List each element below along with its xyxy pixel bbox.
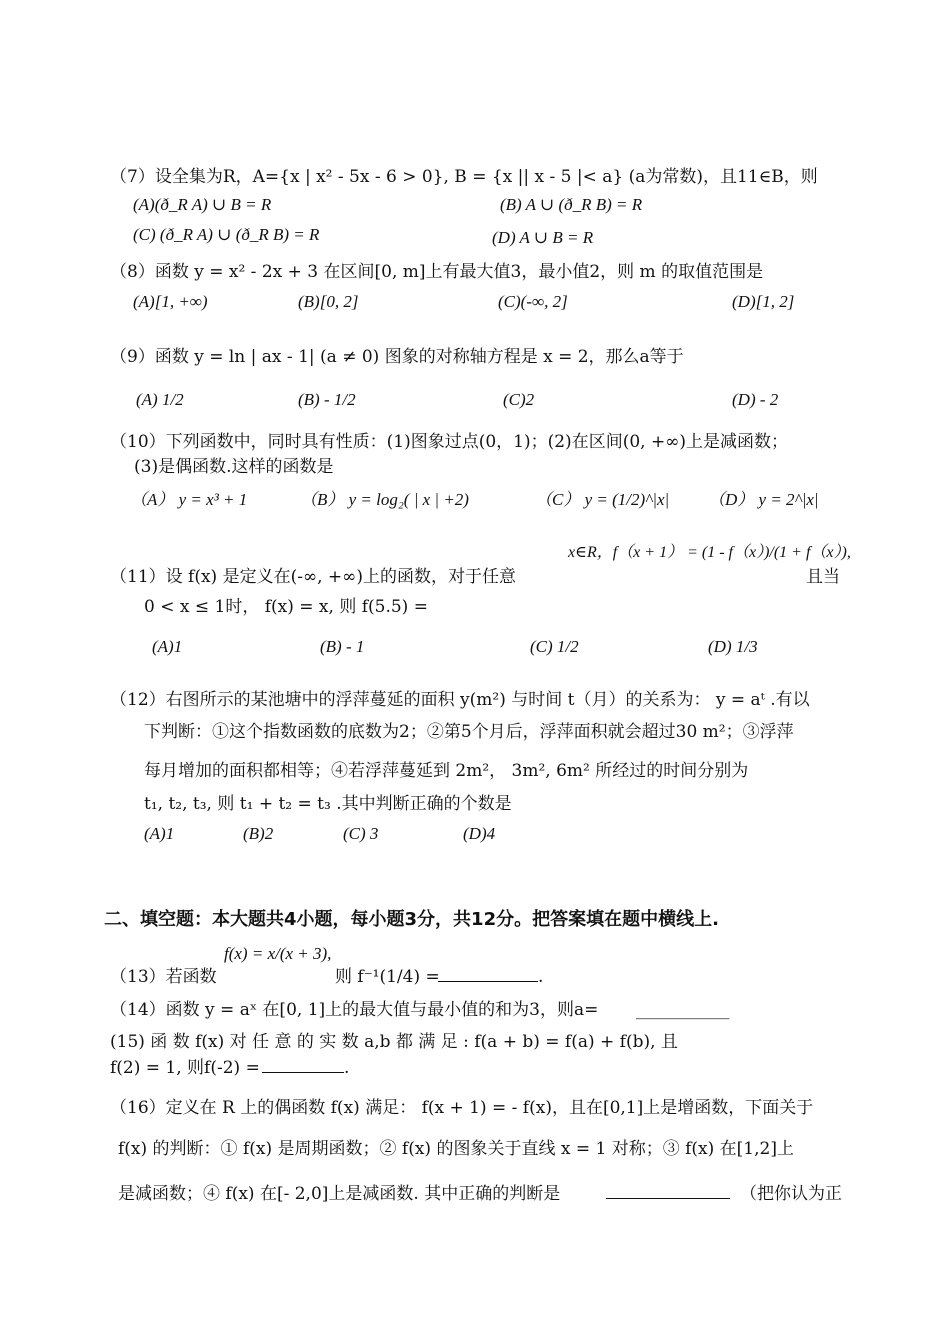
q14-answer-blank: ___________ [636,1000,730,1020]
q13-stem: （13）若函数 [110,967,217,987]
q15-line1: (15) 函 数 f(x) 对 任 意 的 实 数 a,b 都 满 足 : f(a + b) = f(a) + f(b), 且 [110,1032,678,1052]
q8-option-d: (D)[1, 2] [732,292,795,311]
section-2-heading: 二、填空题：本大题共4小题，每小题3分，共12分。把答案填在题中横线上. [104,909,719,930]
q12-line2: 下判断：①这个指数函数的底数为2；②第5个月后，浮萍面积就会超过30 m²；③浮萍 [144,722,794,742]
q12-option-b: (B)2 [243,824,274,843]
q7-option-c: (C) (ð_R A) ∪ (ð_R B) = R [133,225,320,244]
q14-stem: （14）函数 y = aˣ 在[0, 1]上的最大值与最小值的和为3，则a= [110,1000,599,1020]
q12-line3: 每月增加的面积都相等；④若浮萍蔓延到 2m²， 3m², 6m² 所经过的时间分别为 [144,761,749,781]
q9-option-b: (B) - 1/2 [298,390,356,409]
q16-answer-blank [606,1182,730,1206]
q16-line1: （16）定义在 R 上的偶函数 f(x) 满足： f(x + 1) = - f(x)，且在[0,1]上是增函数，下面关于 [110,1098,814,1118]
q16-line3-end: （把你认为正 [740,1184,842,1204]
q12-option-a: (A)1 [144,824,175,843]
q12-line1: （12）右图所示的某池塘中的浮萍蔓延的面积 y(m²) 与时间 t（月）的关系为： y = aᵗ .有以 [110,690,810,710]
q16-line3: 是减函数；④ f(x) 在[- 2,0]上是减函数. 其中正确的判断是 [118,1184,561,1204]
q11-option-d: (D) 1/3 [708,637,758,656]
q16-line2: f(x) 的判断：① f(x) 是周期函数；② f(x) 的图象关于直线 x = 1 对称；③ f(x) 在[1,2]上 [118,1139,794,1159]
q7-option-b: (B) A ∪ (ð_R B) = R [500,195,643,214]
q7-stem: （7）设全集为R，A={x | x² - 5x - 6 > 0}, B = {x || x - 5 |< a} (a为常数)，且11∈B，则 [110,167,818,187]
q8-option-a: (A)[1, +∞) [133,292,208,311]
q13-end-period: . [538,967,544,987]
q15-answer-blank [262,1056,349,1080]
q10-option-d: （D） y = 2^|x| [708,490,819,509]
q9-option-a: (A) 1/2 [136,390,184,409]
q13-answer-blank [438,965,543,989]
q9-stem: （9）函数 y = ln | ax - 1| (a ≠ 0) 图象的对称轴方程是 x = 2，那么a等于 [110,347,684,367]
q15-end-period: . [344,1058,350,1078]
q12-option-c: (C) 3 [343,824,379,843]
q11-option-b: (B) - 1 [320,637,365,656]
q15-line2: f(2) = 1, 则f(-2) = [110,1058,260,1078]
q10-option-b: （B） y = log₂( | x | +2) [300,490,469,509]
q10-option-a: （A） y = x³ + 1 [130,490,248,509]
q11-option-a: (A)1 [152,637,183,656]
q10-stem-line1: （10）下列函数中，同时具有性质：(1)图象过点(0，1)；(2)在区间(0, +∞)上是减函数； [110,432,788,452]
q8-stem: （8）函数 y = x² - 2x + 3 在区间[0, m]上有最大值3，最小值2，则 m 的取值范围是 [110,262,764,282]
q12-option-d: (D)4 [463,824,496,843]
q7-option-d: (D) A ∪ B = R [492,228,594,247]
q8-option-b: (B)[0, 2] [298,292,359,311]
q11-stem-line2: 0 < x ≤ 1时， f(x) = x, 则 f(5.5) = [144,597,428,617]
q8-option-c: (C)(-∞, 2] [498,292,568,311]
q12-line4: t₁, t₂, t₃, 则 t₁ + t₂ = t₃ .其中判断正确的个数是 [144,794,512,814]
q9-option-d: (D) - 2 [732,390,779,409]
q13-function: f(x) = x/(x + 3), [224,944,332,963]
q10-option-c: （C） y = (1/2)^|x| [535,490,670,509]
q7-option-a: (A)(ð_R A) ∪ B = R [133,195,272,214]
q11-option-c: (C) 1/2 [530,637,579,656]
q11-stem-line1-end: 且当 [806,567,840,587]
q10-stem-line2: (3)是偶函数.这样的函数是 [134,457,334,477]
q9-option-c: (C)2 [503,390,535,409]
q11-stem-line1: （11）设 f(x) 是定义在(-∞, +∞)上的函数，对于任意 [110,567,516,587]
q13-stem-end: 则 f⁻¹(1/4) = [335,967,440,987]
q11-condition: x∈R，f（x + 1） = (1 - f（x）)/(1 + f（x）), [568,544,851,561]
